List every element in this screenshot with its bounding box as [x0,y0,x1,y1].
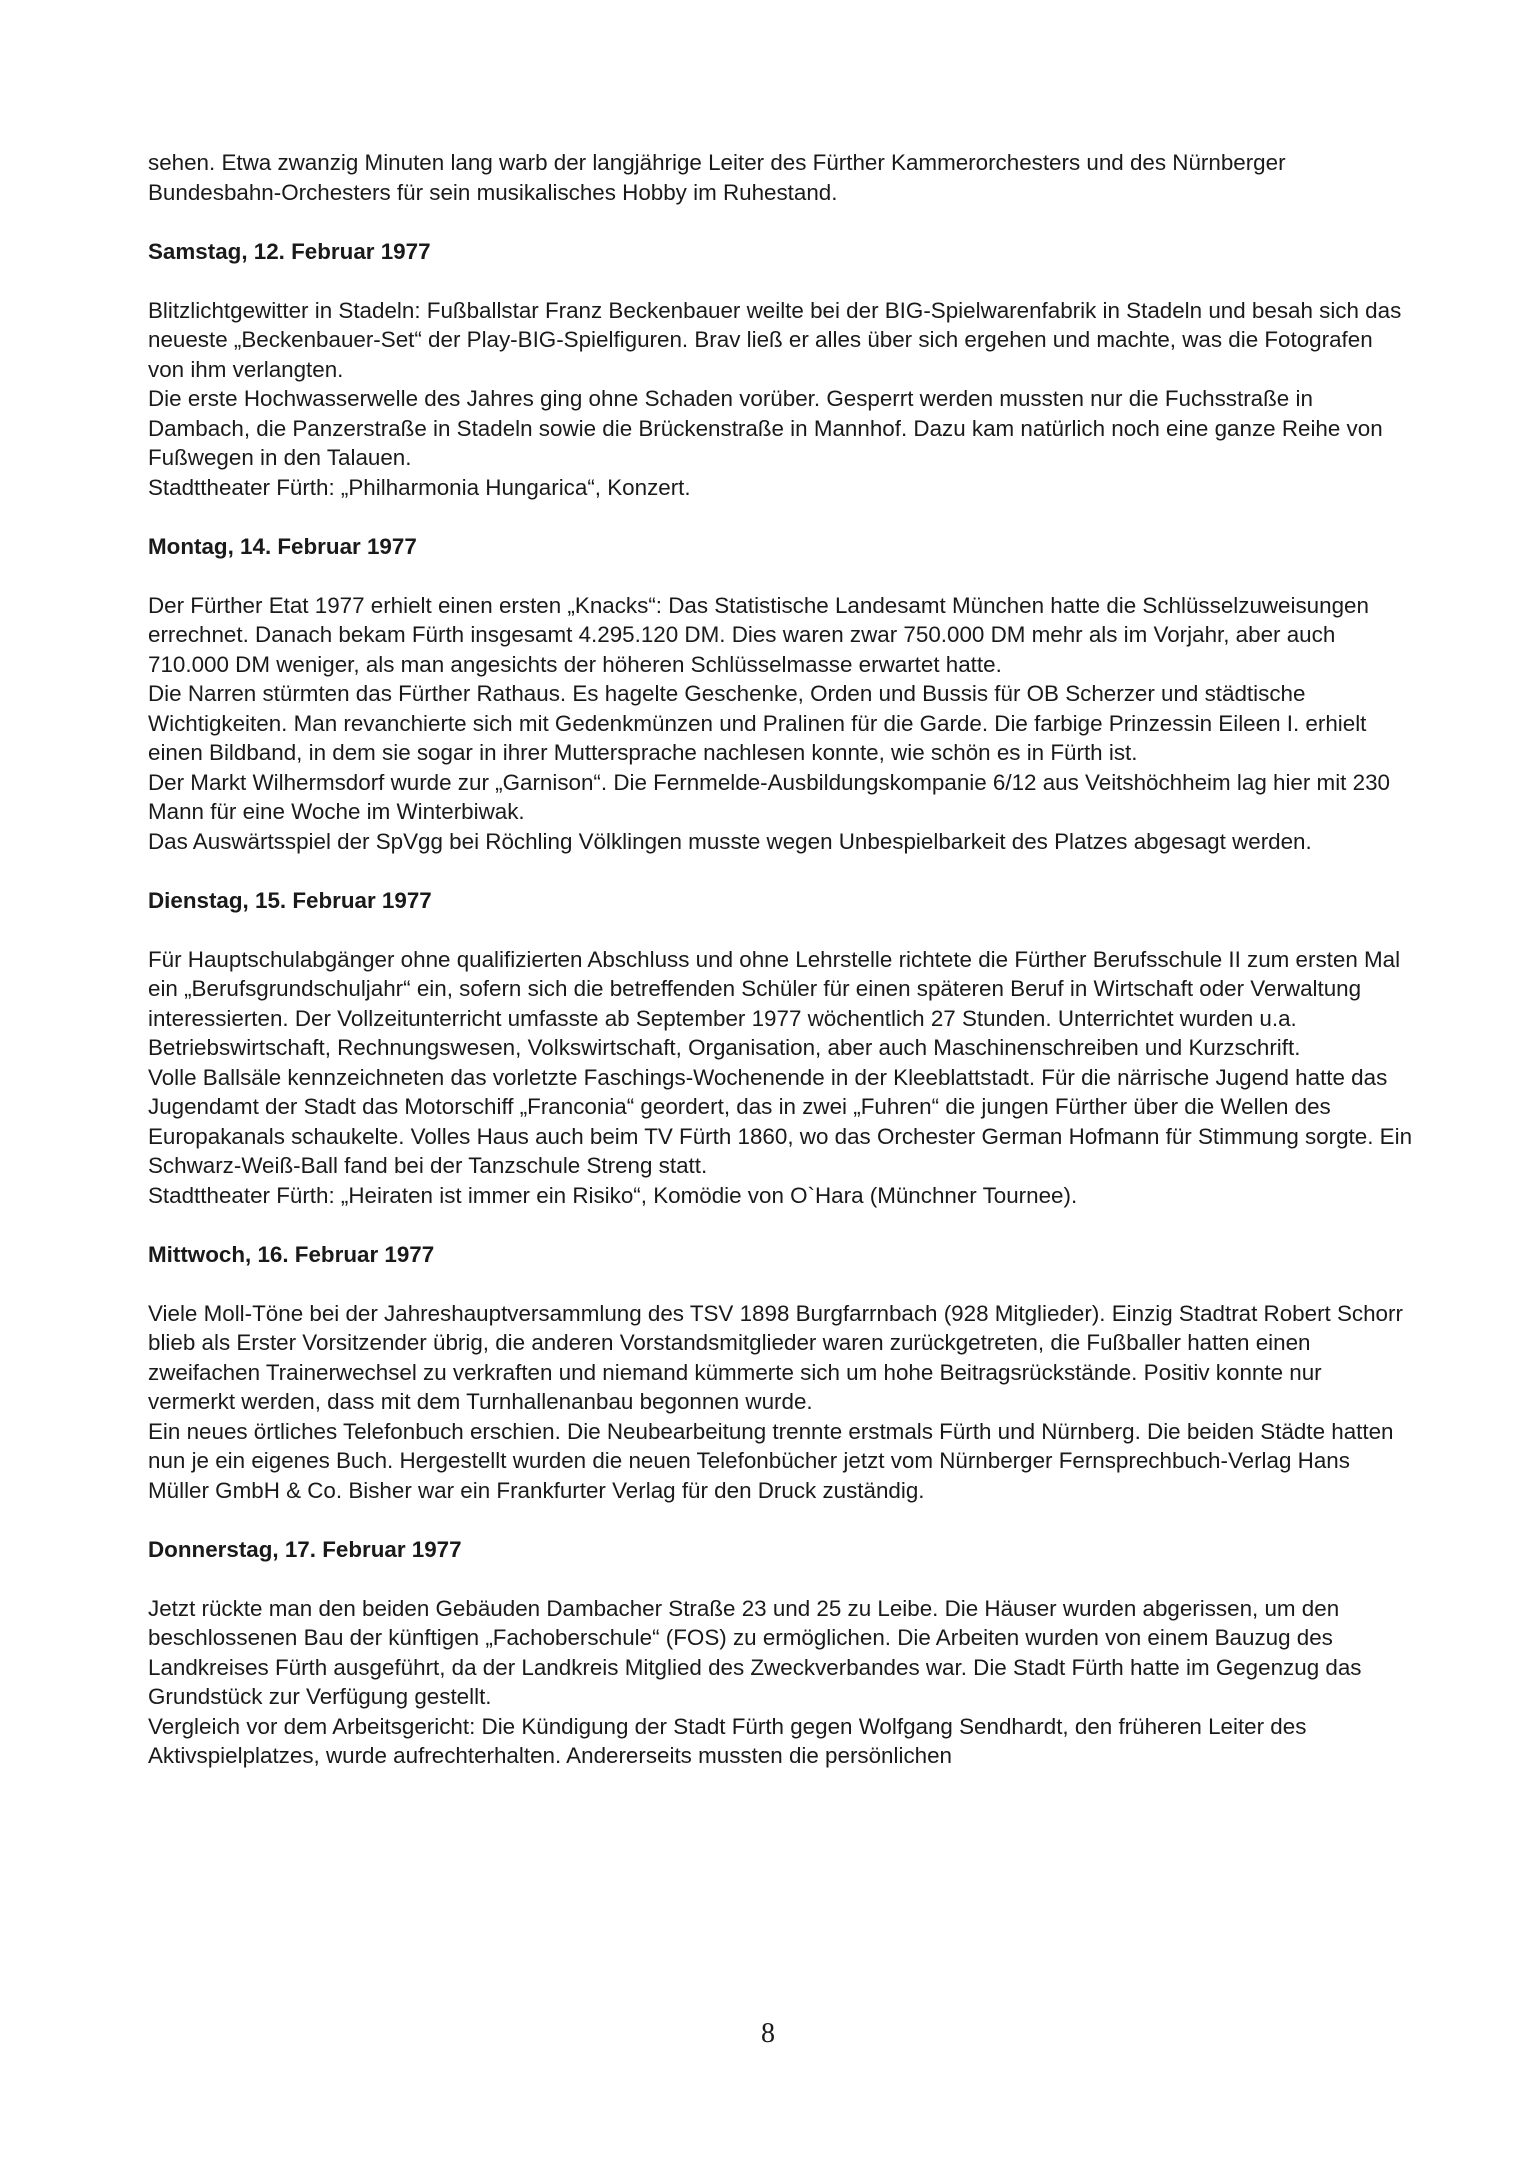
paragraph: Der Markt Wilhermsdorf wurde zur „Garnison“. Die Fernmelde-Ausbildungskompanie 6/12 aus Veitshöchheim lag hier mit 230 Mann für eine Woche im Winterbiwak. [148,769,1390,824]
date-heading: Donnerstag, 17. Februar 1977 [148,1536,462,1562]
paragraph: Für Hauptschulabgänger ohne qualifizierten Abschluss und ohne Lehrstelle richtete die Fürther Berufsschule II zum ersten Mal ein „Berufsgrundschuljahr“ ein, sofern sich die betreffenden Schüler für einen späteren Beruf in Wirtschaft oder Verwaltung interessierten. Der Vollzeitunterricht umfasste ab September 1977 wöchentlich 27 Stunden. Unterrichtet wurden u.a. Betriebswirtschaft, Rechnungswesen, Volkswirtschaft, Organisation, aber auch Maschinenschreiben und Kurzschrift. [148,946,1401,1060]
paragraph: Das Auswärtsspiel der SpVgg bei Röchling Völklingen musste wegen Unbespielbarkeit des Platzes abgesagt werden. [148,828,1312,854]
paragraph: Vergleich vor dem Arbeitsgericht: Die Kündigung der Stadt Fürth gegen Wolfgang Sendhardt, den früheren Leiter des Aktivspielplatzes, wurde aufrechterhalten. Andererseits mussten die persönlichen [148,1713,1307,1768]
page-number: 8 [761,2018,775,2049]
date-heading: Dienstag, 15. Februar 1977 [148,887,432,913]
paragraph: Ein neues örtliches Telefonbuch erschien. Die Neubearbeitung trennte erstmals Fürth und Nürnberg. Die beiden Städte hatten nun je ein eigenes Buch. Hergestellt wurden die neuen Telefonbücher jetzt vom Nürnberger Fernsprechbuch-Verlag Hans Müller GmbH & Co. Bisher war ein Frankfurter Verlag für den Druck zuständig. [148,1418,1394,1503]
paragraph: Die Narren stürmten das Fürther Rathaus. Es hagelte Geschenke, Orden und Bussis für OB Scherzer und städtische Wichtigkeiten. Man revanchierte sich mit Gedenkmünzen und Pralinen für die Garde. Die farbige Prinzessin Eileen I. erhielt einen Bildband, in dem sie sogar in ihrer Muttersprache nachlesen konnte, wie schön es in Fürth ist. [148,681,1367,765]
date-heading: Montag, 14. Februar 1977 [148,533,417,559]
date-heading: Samstag, 12. Februar 1977 [148,238,431,264]
intro-paragraph: sehen. Etwa zwanzig Minuten lang warb der langjährige Leiter des Fürther Kammerorchesters und des Nürnberger Bundesbahn-Orchesters für sein musikalisches Hobby im Ruhestand. [148,150,1286,205]
paragraph: Jetzt rückte man den beiden Gebäuden Dambacher Straße 23 und 25 zu Leibe. Die Häuser wurden abgerissen, um den beschlossenen Bau der künftigen „Fachoberschule“ (FOS) zu ermöglichen. Die Arbeiten wurden von einem Bauzug des Landkreises Fürth ausgeführt, da der Landkreis Mitglied des Zweckverbandes war. Die Stadt Fürth hatte im Gegenzug das Grundstück zur Verfügung gestellt. [148,1595,1362,1709]
paragraph: Volle Ballsäle kennzeichneten das vorletzte Faschings-Wochenende in der Kleeblattstadt. Für die närrische Jugend hatte das Jugendamt der Stadt das Motorschiff „Franconia“ geordert, das in zwei „Fuhren“ die jungen Fürther über die Wellen des Europakanals schaukelte. Volles Haus auch beim TV Fürth 1860, wo das Orchester German Hofmann für Stimmung sorgte. Ein Schwarz-Weiß-Ball fand bei der Tanzschule Streng statt. [148,1064,1413,1178]
paragraph: Blitzlichtgewitter in Stadeln: Fußballstar Franz Beckenbauer weilte bei der BIG-Spielwarenfabrik in Stadeln und besah sich das neueste „Beckenbauer-Set“ der Play-BIG-Spielfiguren. Brav ließ er alles über sich ergehen und machte, was die Fotografen von ihm verlangten. [148,297,1402,382]
date-heading: Mittwoch, 16. Februar 1977 [148,1241,435,1267]
paragraph: Viele Moll-Töne bei der Jahreshauptversammlung des TSV 1898 Burgfarrnbach (928 Mitglieder). Einzig Stadtrat Robert Schorr blieb als Erster Vorsitzender übrig, die anderen Vorstandsmitglieder waren zurückgetreten, die Fußballer hatten einen zweifachen Trainerwechsel zu verkraften und niemand kümmerte sich um hohe Beitragsrückstände. Positiv konnte nur vermerkt werden, dass mit dem Turnhallenanbau begonnen wurde. [148,1300,1403,1414]
paragraph: Stadttheater Fürth: „Heiraten ist immer ein Risiko“, Komödie von O`Hara (Münchner Tournee). [148,1182,1078,1208]
document-page [148,148,1413,1771]
paragraph: Stadttheater Fürth: „Philharmonia Hungarica“, Konzert. [148,474,691,500]
paragraph: Die erste Hochwasserwelle des Jahres ging ohne Schaden vorüber. Gesperrt werden mussten nur die Fuchsstraße in Dambach, die Panzerstraße in Stadeln sowie die Brückenstraße in Mannhof. Dazu kam natürlich noch eine ganze Reihe von Fußwegen in den Talauen. [148,386,1383,470]
paragraph: Der Fürther Etat 1977 erhielt einen ersten „Knacks“: Das Statistische Landesamt München hatte die Schlüsselzuweisungen errechnet. Danach bekam Fürth insgesamt 4.295.120 DM. Dies waren zwar 750.000 DM mehr als im Vorjahr, aber auch 710.000 DM weniger, als man angesichts der höheren Schlüsselmasse erwartet hatte. [148,592,1369,677]
